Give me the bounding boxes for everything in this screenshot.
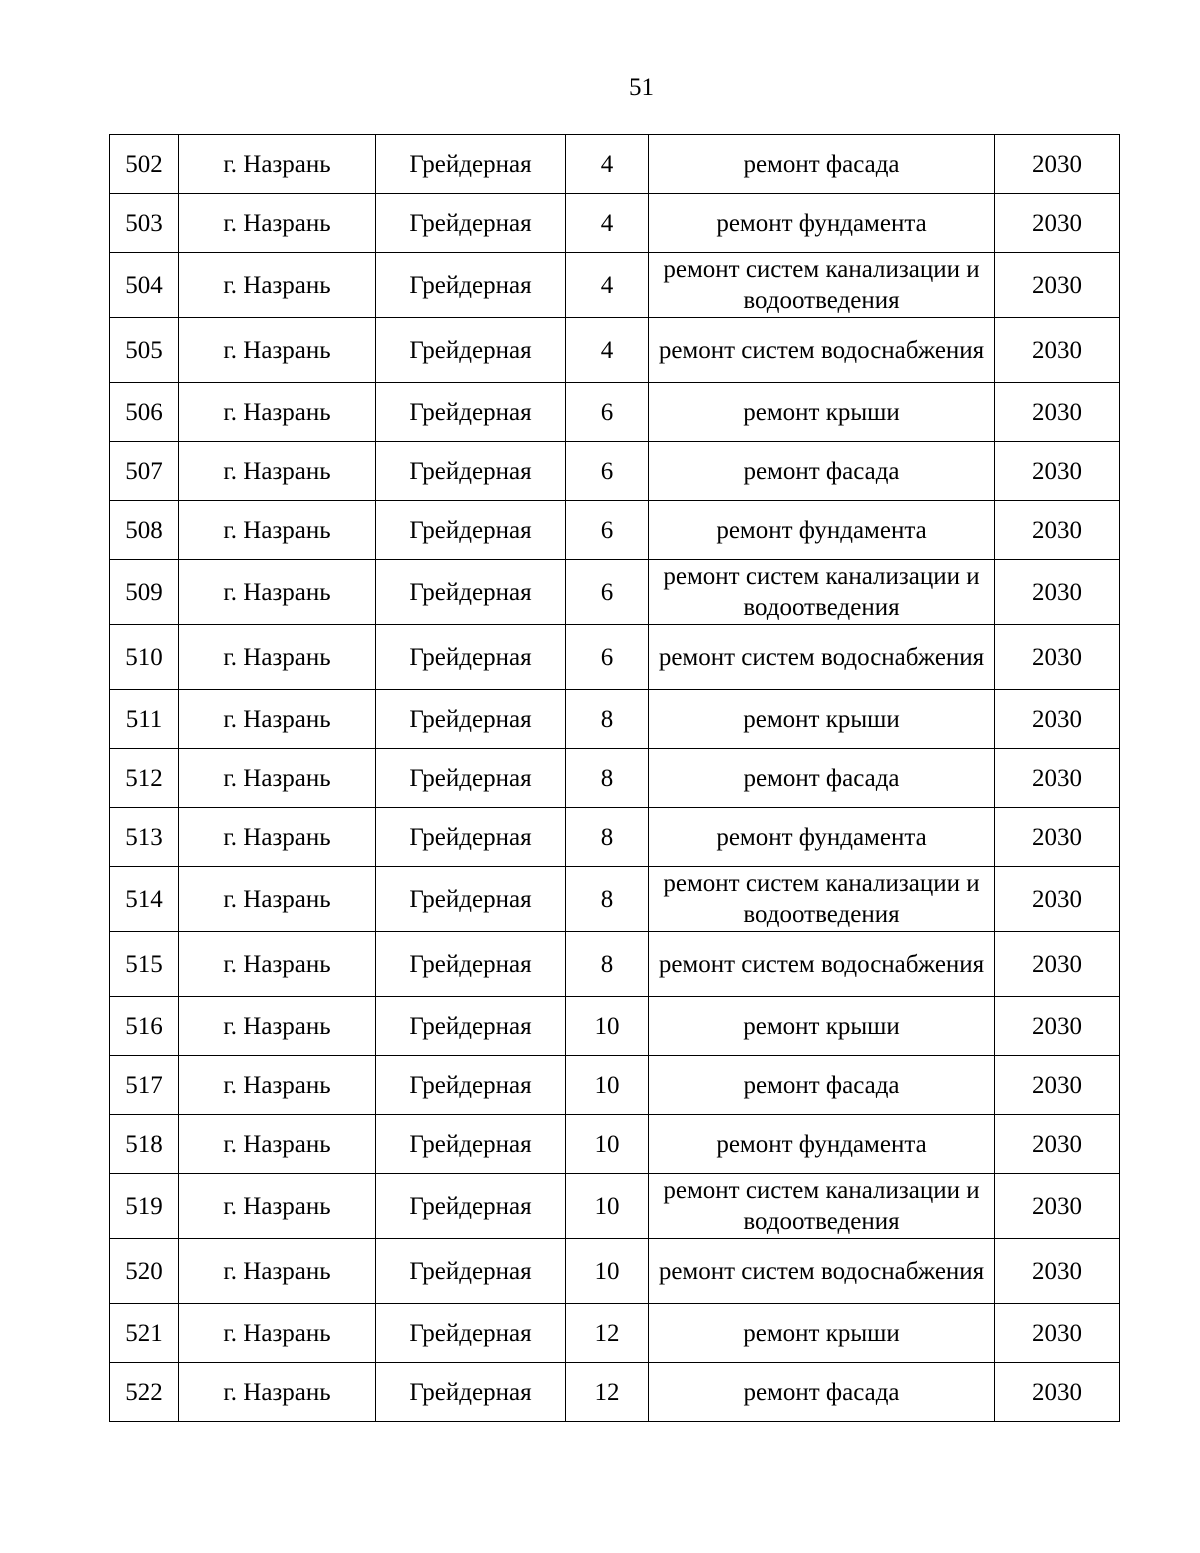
street-cell: Грейдерная (376, 442, 566, 501)
street-cell: Грейдерная (376, 932, 566, 997)
work-type-cell: ремонт систем канализации и водоотведения (649, 867, 995, 932)
row-number-cell: 522 (110, 1363, 179, 1422)
year-cell: 2030 (995, 867, 1120, 932)
year-cell: 2030 (995, 135, 1120, 194)
work-type-cell: ремонт крыши (649, 383, 995, 442)
row-number-cell: 509 (110, 560, 179, 625)
work-type-cell: ремонт крыши (649, 1304, 995, 1363)
house-number-cell: 8 (566, 749, 649, 808)
street-cell: Грейдерная (376, 749, 566, 808)
work-type-cell: ремонт фасада (649, 1363, 995, 1422)
year-cell: 2030 (995, 442, 1120, 501)
city-cell: г. Назрань (179, 1174, 376, 1239)
street-cell: Грейдерная (376, 318, 566, 383)
year-cell: 2030 (995, 1304, 1120, 1363)
work-type-cell: ремонт крыши (649, 690, 995, 749)
table-body (110, 135, 1120, 1422)
row-number-cell: 510 (110, 625, 179, 690)
street-cell: Грейдерная (376, 253, 566, 318)
table-row (110, 318, 1120, 383)
table-row (110, 932, 1120, 997)
house-number-cell: 4 (566, 135, 649, 194)
table-row (110, 749, 1120, 808)
work-type-cell: ремонт фундамента (649, 808, 995, 867)
street-cell: Грейдерная (376, 1115, 566, 1174)
row-number-cell: 512 (110, 749, 179, 808)
work-type-cell: ремонт систем канализации и водоотведения (649, 560, 995, 625)
house-number-cell: 6 (566, 625, 649, 690)
city-cell: г. Назрань (179, 1239, 376, 1304)
house-number-cell: 6 (566, 560, 649, 625)
work-type-cell: ремонт фасада (649, 135, 995, 194)
street-cell: Грейдерная (376, 867, 566, 932)
city-cell: г. Назрань (179, 1056, 376, 1115)
row-number-cell: 518 (110, 1115, 179, 1174)
work-type-cell: ремонт фундамента (649, 194, 995, 253)
table-row (110, 1363, 1120, 1422)
street-cell: Грейдерная (376, 135, 566, 194)
row-number-cell: 513 (110, 808, 179, 867)
table-row (110, 1115, 1120, 1174)
city-cell: г. Назрань (179, 808, 376, 867)
work-type-cell: ремонт систем канализации и водоотведения (649, 253, 995, 318)
year-cell: 2030 (995, 690, 1120, 749)
work-type-cell: ремонт фасада (649, 1056, 995, 1115)
table-row (110, 1056, 1120, 1115)
house-number-cell: 4 (566, 318, 649, 383)
year-cell: 2030 (995, 383, 1120, 442)
city-cell: г. Назрань (179, 442, 376, 501)
year-cell: 2030 (995, 560, 1120, 625)
street-cell: Грейдерная (376, 194, 566, 253)
row-number-cell: 521 (110, 1304, 179, 1363)
house-number-cell: 8 (566, 808, 649, 867)
house-number-cell: 4 (566, 253, 649, 318)
street-cell: Грейдерная (376, 997, 566, 1056)
work-type-cell: ремонт фасада (649, 442, 995, 501)
row-number-cell: 507 (110, 442, 179, 501)
street-cell: Грейдерная (376, 1174, 566, 1239)
year-cell: 2030 (995, 1239, 1120, 1304)
row-number-cell: 511 (110, 690, 179, 749)
house-number-cell: 10 (566, 1174, 649, 1239)
work-type-cell: ремонт систем канализации и водоотведения (649, 1174, 995, 1239)
table-row (110, 1174, 1120, 1239)
table-row (110, 442, 1120, 501)
row-number-cell: 508 (110, 501, 179, 560)
house-number-cell: 10 (566, 1115, 649, 1174)
city-cell: г. Назрань (179, 318, 376, 383)
street-cell: Грейдерная (376, 501, 566, 560)
table-row (110, 1239, 1120, 1304)
year-cell: 2030 (995, 1056, 1120, 1115)
work-type-cell: ремонт фасада (649, 749, 995, 808)
year-cell: 2030 (995, 932, 1120, 997)
city-cell: г. Назрань (179, 501, 376, 560)
row-number-cell: 517 (110, 1056, 179, 1115)
table-row (110, 625, 1120, 690)
year-cell: 2030 (995, 253, 1120, 318)
table-row (110, 135, 1120, 194)
street-cell: Грейдерная (376, 1363, 566, 1422)
table-row (110, 383, 1120, 442)
work-type-cell: ремонт систем водоснабжения (649, 932, 995, 997)
row-number-cell: 502 (110, 135, 179, 194)
row-number-cell: 505 (110, 318, 179, 383)
street-cell: Грейдерная (376, 383, 566, 442)
table-row (110, 253, 1120, 318)
year-cell: 2030 (995, 318, 1120, 383)
row-number-cell: 503 (110, 194, 179, 253)
house-number-cell: 12 (566, 1304, 649, 1363)
city-cell: г. Назрань (179, 194, 376, 253)
year-cell: 2030 (995, 749, 1120, 808)
year-cell: 2030 (995, 808, 1120, 867)
year-cell: 2030 (995, 625, 1120, 690)
work-type-cell: ремонт фундамента (649, 501, 995, 560)
city-cell: г. Назрань (179, 1304, 376, 1363)
house-number-cell: 6 (566, 501, 649, 560)
house-number-cell: 8 (566, 867, 649, 932)
city-cell: г. Назрань (179, 560, 376, 625)
work-type-cell: ремонт систем водоснабжения (649, 318, 995, 383)
house-number-cell: 8 (566, 690, 649, 749)
table-row (110, 1304, 1120, 1363)
table-row (110, 560, 1120, 625)
year-cell: 2030 (995, 1115, 1120, 1174)
house-number-cell: 10 (566, 1239, 649, 1304)
year-cell: 2030 (995, 194, 1120, 253)
year-cell: 2030 (995, 997, 1120, 1056)
house-number-cell: 12 (566, 1363, 649, 1422)
street-cell: Грейдерная (376, 1239, 566, 1304)
house-number-cell: 6 (566, 442, 649, 501)
city-cell: г. Назрань (179, 135, 376, 194)
table-row (110, 808, 1120, 867)
city-cell: г. Назрань (179, 1115, 376, 1174)
year-cell: 2030 (995, 1363, 1120, 1422)
table-row (110, 501, 1120, 560)
street-cell: Грейдерная (376, 625, 566, 690)
table-row (110, 867, 1120, 932)
street-cell: Грейдерная (376, 560, 566, 625)
city-cell: г. Назрань (179, 997, 376, 1056)
house-number-cell: 10 (566, 1056, 649, 1115)
repair-schedule-table (109, 134, 1120, 1422)
street-cell: Грейдерная (376, 1056, 566, 1115)
row-number-cell: 504 (110, 253, 179, 318)
work-type-cell: ремонт крыши (649, 997, 995, 1056)
row-number-cell: 516 (110, 997, 179, 1056)
row-number-cell: 514 (110, 867, 179, 932)
page-number: 51 (629, 74, 654, 101)
row-number-cell: 519 (110, 1174, 179, 1239)
city-cell: г. Назрань (179, 867, 376, 932)
city-cell: г. Назрань (179, 383, 376, 442)
city-cell: г. Назрань (179, 625, 376, 690)
house-number-cell: 8 (566, 932, 649, 997)
work-type-cell: ремонт фундамента (649, 1115, 995, 1174)
row-number-cell: 506 (110, 383, 179, 442)
row-number-cell: 520 (110, 1239, 179, 1304)
house-number-cell: 10 (566, 997, 649, 1056)
house-number-cell: 6 (566, 383, 649, 442)
city-cell: г. Назрань (179, 1363, 376, 1422)
work-type-cell: ремонт систем водоснабжения (649, 625, 995, 690)
work-type-cell: ремонт систем водоснабжения (649, 1239, 995, 1304)
table-row (110, 997, 1120, 1056)
table-row (110, 690, 1120, 749)
city-cell: г. Назрань (179, 690, 376, 749)
city-cell: г. Назрань (179, 253, 376, 318)
city-cell: г. Назрань (179, 749, 376, 808)
street-cell: Грейдерная (376, 808, 566, 867)
year-cell: 2030 (995, 501, 1120, 560)
house-number-cell: 4 (566, 194, 649, 253)
year-cell: 2030 (995, 1174, 1120, 1239)
street-cell: Грейдерная (376, 690, 566, 749)
city-cell: г. Назрань (179, 932, 376, 997)
row-number-cell: 515 (110, 932, 179, 997)
street-cell: Грейдерная (376, 1304, 566, 1363)
table-row (110, 194, 1120, 253)
